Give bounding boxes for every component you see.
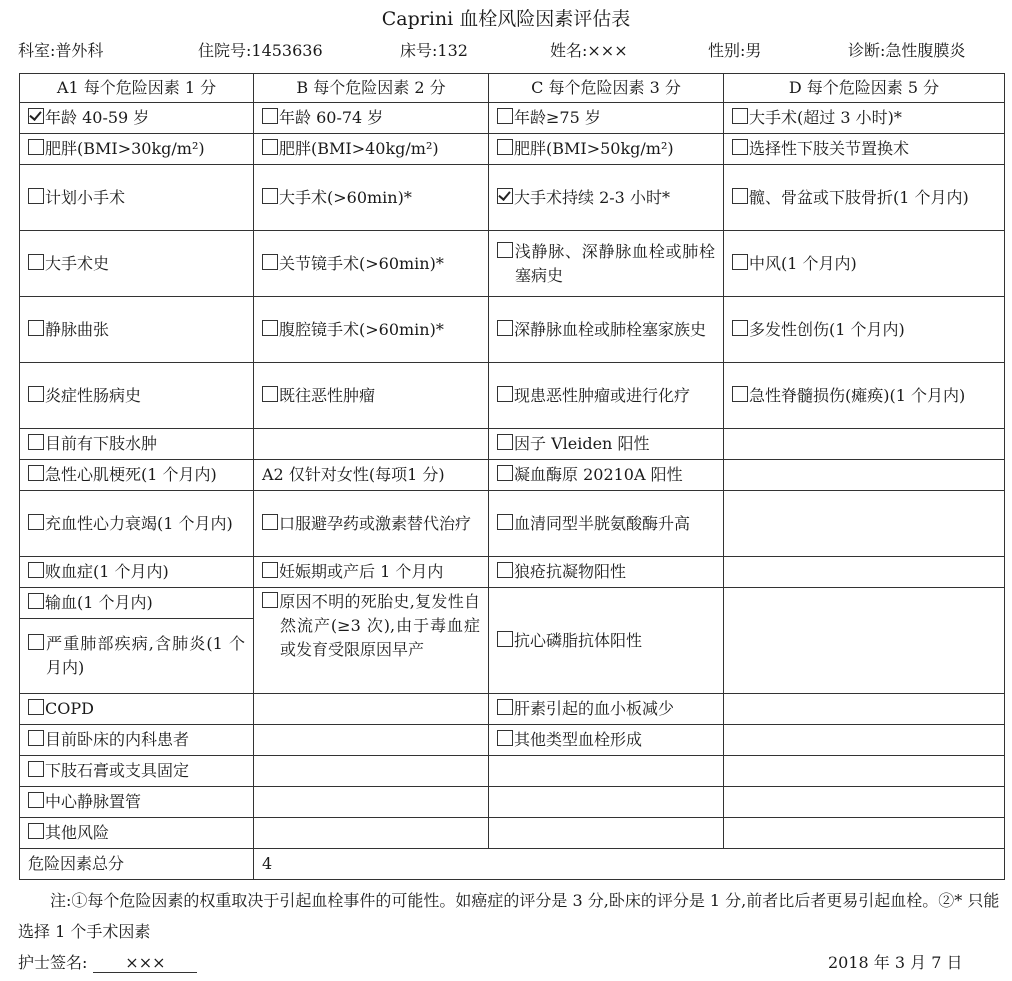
- risk-item[interactable]: 大手术(>60min)*: [254, 165, 489, 231]
- checkbox-icon[interactable]: [732, 108, 748, 124]
- checkbox-icon[interactable]: [262, 592, 278, 608]
- risk-item[interactable]: 严重肺部疾病,含肺炎(1 个月内): [20, 619, 254, 694]
- empty-cell: [254, 756, 489, 787]
- risk-item[interactable]: 肥胖(BMI>50kg/m²): [489, 134, 724, 165]
- footnote: 注:①每个危险因素的权重取决于引起血栓事件的可能性。如癌症的评分是 3 分,卧床的评分是 1 分,前者比后者更易引起血栓。②* 只能选择 1 个手术因素: [18, 891, 1000, 941]
- empty-cell: [724, 756, 1005, 787]
- empty-cell: [254, 787, 489, 818]
- form-date: 2018 年 3 月 7 日: [828, 953, 963, 972]
- empty-cell: [724, 429, 1005, 460]
- sex-field: 性别:男: [708, 41, 762, 60]
- risk-item[interactable]: 肥胖(BMI>30kg/m²): [20, 134, 254, 165]
- checkbox-icon[interactable]: [497, 465, 513, 481]
- empty-cell: [489, 818, 724, 849]
- risk-item[interactable]: 静脉曲张: [20, 297, 254, 363]
- risk-item[interactable]: 大手术史: [20, 231, 254, 297]
- risk-item[interactable]: 充血性心力衰竭(1 个月内): [20, 491, 254, 557]
- empty-cell: [724, 588, 1005, 694]
- checkbox-icon[interactable]: [262, 514, 278, 530]
- checkbox-icon[interactable]: [28, 823, 44, 839]
- nurse-signature-label: 护士签名:: [18, 953, 88, 972]
- risk-item[interactable]: 目前有下肢水肿: [20, 429, 254, 460]
- checkbox-icon[interactable]: [497, 242, 513, 258]
- risk-item[interactable]: 多发性创伤(1 个月内): [724, 297, 1005, 363]
- checkbox-icon[interactable]: [28, 188, 44, 204]
- checkbox-icon[interactable]: [262, 320, 278, 336]
- empty-cell: [489, 756, 724, 787]
- checkbox-icon[interactable]: [28, 386, 44, 402]
- checkbox-icon[interactable]: [497, 562, 513, 578]
- empty-cell: [254, 725, 489, 756]
- total-label: 危险因素总分: [20, 849, 254, 880]
- dept-field: 科室:普外科: [18, 41, 104, 60]
- risk-item[interactable]: 现患恶性肿瘤或进行化疗: [489, 363, 724, 429]
- header-c: C 每个危险因素 3 分: [489, 74, 724, 103]
- empty-cell: [724, 491, 1005, 557]
- admission-field: 住院号:1453636: [198, 41, 323, 60]
- checkbox-icon[interactable]: [732, 386, 748, 402]
- checkbox-icon[interactable]: [732, 188, 748, 204]
- checkbox-icon[interactable]: [28, 465, 44, 481]
- risk-item[interactable]: 目前卧床的内科患者: [20, 725, 254, 756]
- risk-item[interactable]: 口服避孕药或激素替代治疗: [254, 491, 489, 557]
- empty-cell: [254, 429, 489, 460]
- checkbox-icon[interactable]: [497, 631, 513, 647]
- checkbox-icon[interactable]: [28, 514, 44, 530]
- empty-cell: [254, 694, 489, 725]
- risk-item[interactable]: 选择性下肢关节置换术: [724, 134, 1005, 165]
- empty-cell: [489, 787, 724, 818]
- empty-cell: [724, 460, 1005, 491]
- checkbox-icon[interactable]: [28, 634, 44, 650]
- risk-item[interactable]: 败血症(1 个月内): [20, 557, 254, 588]
- checkbox-icon[interactable]: [497, 108, 513, 124]
- risk-item[interactable]: 深静脉血栓或肺栓塞家族史: [489, 297, 724, 363]
- risk-item[interactable]: 中风(1 个月内): [724, 231, 1005, 297]
- risk-item[interactable]: 妊娠期或产后 1 个月内: [254, 557, 489, 588]
- empty-cell: [254, 818, 489, 849]
- empty-cell: [724, 694, 1005, 725]
- risk-item[interactable]: 血清同型半胱氨酸酶升高: [489, 491, 724, 557]
- risk-item[interactable]: COPD: [20, 694, 254, 725]
- checkbox-icon[interactable]: [497, 434, 513, 450]
- checkbox-icon[interactable]: [28, 761, 44, 777]
- empty-cell: [724, 557, 1005, 588]
- patient-info: [18, 38, 998, 62]
- checkbox-icon[interactable]: [262, 188, 278, 204]
- empty-cell: [724, 818, 1005, 849]
- form-title: Caprini 血栓风险因素评估表: [381, 8, 631, 30]
- risk-factor-table: [19, 73, 1005, 880]
- risk-item[interactable]: 狼疮抗凝物阳性: [489, 557, 724, 588]
- risk-item[interactable]: 肥胖(BMI>40kg/m²): [254, 134, 489, 165]
- header-d: D 每个危险因素 5 分: [724, 74, 1005, 103]
- risk-item[interactable]: 年龄 40-59 岁: [20, 103, 254, 134]
- checkbox-icon[interactable]: [497, 188, 513, 204]
- diagnosis-field: 诊断:急性腹膜炎: [848, 41, 966, 60]
- risk-item[interactable]: 因子 Vleiden 阳性: [489, 429, 724, 460]
- risk-item[interactable]: 髋、骨盆或下肢骨折(1 个月内): [724, 165, 1005, 231]
- checkbox-icon[interactable]: [28, 434, 44, 450]
- bed-field: 床号:132: [400, 41, 468, 60]
- checkbox-icon[interactable]: [28, 562, 44, 578]
- total-score[interactable]: 4: [254, 849, 1005, 880]
- risk-item[interactable]: 年龄≥75 岁: [489, 103, 724, 134]
- risk-item[interactable]: 其他风险: [20, 818, 254, 849]
- risk-item[interactable]: 炎症性肠病史: [20, 363, 254, 429]
- risk-item[interactable]: 年龄 60-74 岁: [254, 103, 489, 134]
- risk-item[interactable]: 浅静脉、深静脉血栓或肺栓塞病史: [489, 231, 724, 297]
- risk-item[interactable]: 下肢石膏或支具固定: [20, 756, 254, 787]
- risk-item[interactable]: 中心静脉置管: [20, 787, 254, 818]
- risk-item[interactable]: 抗心磷脂抗体阳性: [489, 588, 724, 694]
- risk-item[interactable]: 原因不明的死胎史,复发性自然流产(≥3 次),由于毒血症或发育受限原因早产: [254, 588, 489, 694]
- checkbox-icon[interactable]: [732, 320, 748, 336]
- checkbox-icon[interactable]: [28, 139, 44, 155]
- checkbox-icon[interactable]: [28, 108, 44, 124]
- checkbox-icon[interactable]: [28, 320, 44, 336]
- checkbox-icon[interactable]: [262, 386, 278, 402]
- empty-cell: [724, 725, 1005, 756]
- risk-item[interactable]: 大手术(超过 3 小时)*: [724, 103, 1005, 134]
- risk-item[interactable]: 既往恶性肿瘤: [254, 363, 489, 429]
- checkbox-icon[interactable]: [28, 254, 44, 270]
- checkbox-icon[interactable]: [497, 730, 513, 746]
- risk-item[interactable]: 急性脊髓损伤(瘫痪)(1 个月内): [724, 363, 1005, 429]
- header-b: B 每个危险因素 2 分: [254, 74, 489, 103]
- checkbox-icon[interactable]: [28, 792, 44, 808]
- nurse-signature: [18, 950, 197, 973]
- risk-item[interactable]: 计划小手术: [20, 165, 254, 231]
- checkbox-icon[interactable]: [262, 108, 278, 124]
- checkbox-icon[interactable]: [732, 254, 748, 270]
- checkbox-icon[interactable]: [28, 593, 44, 609]
- risk-item[interactable]: 大手术持续 2-3 小时*: [489, 165, 724, 231]
- risk-item[interactable]: 肝素引起的血小板减少: [489, 694, 724, 725]
- risk-item[interactable]: 凝血酶原 20210A 阳性: [489, 460, 724, 491]
- header-a2: A2 仅针对女性(每项1 分): [254, 460, 489, 491]
- checkbox-icon[interactable]: [732, 139, 748, 155]
- name-field: 姓名:×××: [550, 41, 628, 60]
- checkbox-icon[interactable]: [262, 562, 278, 578]
- checkbox-icon[interactable]: [497, 320, 513, 336]
- checkbox-icon[interactable]: [497, 514, 513, 530]
- checkbox-icon[interactable]: [262, 139, 278, 155]
- checkbox-icon[interactable]: [28, 730, 44, 746]
- checkbox-icon[interactable]: [497, 386, 513, 402]
- risk-item[interactable]: 关节镜手术(>60min)*: [254, 231, 489, 297]
- risk-item[interactable]: 输血(1 个月内): [20, 588, 254, 619]
- checkbox-icon[interactable]: [262, 254, 278, 270]
- header-a1: A1 每个危险因素 1 分: [20, 74, 254, 103]
- nurse-signature-value[interactable]: ×××: [93, 953, 197, 973]
- risk-item[interactable]: 急性心肌梗死(1 个月内): [20, 460, 254, 491]
- risk-item[interactable]: 其他类型血栓形成: [489, 725, 724, 756]
- checkbox-icon[interactable]: [497, 699, 513, 715]
- empty-cell: [724, 787, 1005, 818]
- risk-item[interactable]: 腹腔镜手术(>60min)*: [254, 297, 489, 363]
- checkbox-icon[interactable]: [28, 699, 44, 715]
- checkbox-icon[interactable]: [497, 139, 513, 155]
